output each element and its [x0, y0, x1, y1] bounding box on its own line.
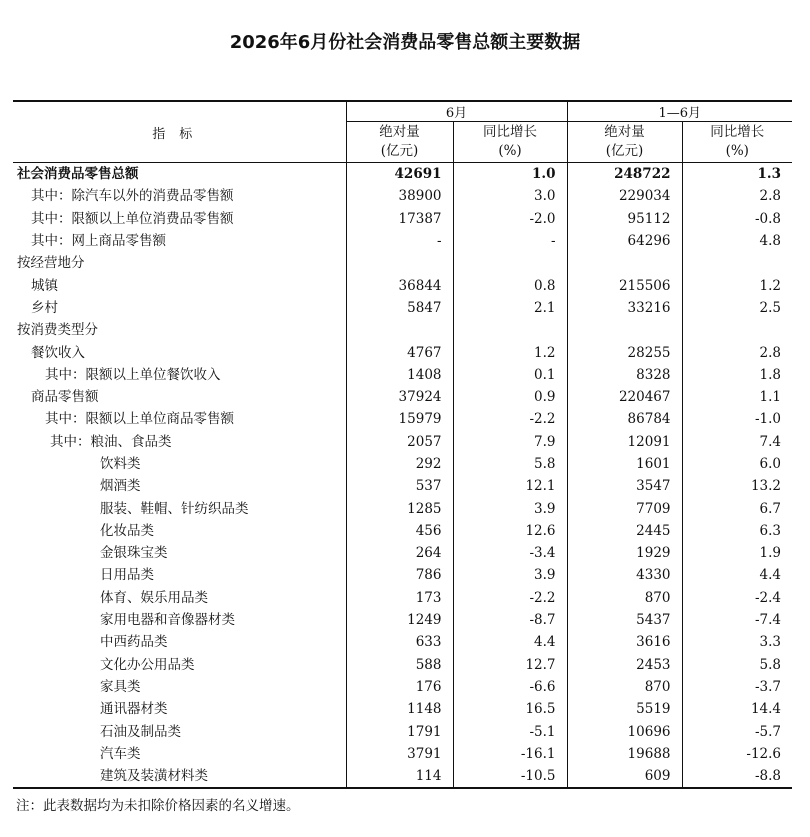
month-yoy-cell: 1.0: [453, 163, 567, 186]
month-yoy-cell: [453, 252, 567, 274]
ytd-yoy-cell: 7.4: [759, 433, 782, 450]
month-abs-cell: 36844: [346, 274, 453, 296]
month-yoy-cell: -2.0: [453, 208, 567, 230]
table-row: [13, 208, 792, 230]
abs-label: 绝对量: [604, 124, 645, 140]
ytd-yoy-cell: 6.3: [759, 522, 782, 539]
ytd-abs-cell: 248722: [567, 163, 682, 186]
table-row: [13, 453, 792, 475]
table-row: [13, 364, 792, 386]
table-row: [13, 587, 792, 609]
month-abs-cell: [346, 319, 453, 341]
ytd-abs-cell: 1929: [567, 542, 682, 564]
month-yoy-cell: 0.8: [453, 274, 567, 296]
indicator-label: 其中：除汽车以外的消费品零售额: [13, 185, 346, 207]
yoy-label: 同比增长: [710, 124, 765, 140]
ytd-yoy-cell: 6.7: [759, 500, 782, 517]
table-row: [13, 297, 792, 319]
indicator-label: 体育、娱乐用品类: [13, 587, 346, 609]
ytd-abs-cell: 28255: [567, 341, 682, 363]
table-header: [13, 101, 792, 163]
month-abs-cell: [346, 252, 453, 274]
ytd-abs-header: [567, 122, 682, 163]
ytd-abs-cell: 2445: [567, 520, 682, 542]
abs-unit: (亿元): [605, 143, 644, 159]
table-row: [13, 386, 792, 408]
indicator-label: 按消费类型分: [13, 319, 346, 341]
ytd-group-header: 1—6月: [567, 101, 792, 122]
month-abs-cell: 633: [346, 631, 453, 653]
month-yoy-cell: 12.7: [453, 654, 567, 676]
indicator-label: 其中：粮油、食品类: [13, 431, 346, 453]
month-abs-cell: -: [346, 230, 453, 252]
month-yoy-cell: 1.2: [453, 341, 567, 363]
ytd-abs-cell: 609: [567, 765, 682, 788]
indicator-label: 餐饮收入: [13, 341, 346, 363]
indicator-label: 化妆品类: [13, 520, 346, 542]
month-yoy-cell: 3.9: [453, 497, 567, 519]
table-row: [13, 163, 792, 186]
ytd-yoy-cell: 4.4: [759, 567, 782, 584]
month-abs-cell: 264: [346, 542, 453, 564]
month-abs-cell: 37924: [346, 386, 453, 408]
month-abs-cell: 456: [346, 520, 453, 542]
table-row: [13, 408, 792, 430]
indicator-label: 服装、鞋帽、针纺织品类: [13, 497, 346, 519]
indicator-label: 其中：限额以上单位餐饮收入: [13, 364, 346, 386]
month-abs-cell: 537: [346, 475, 453, 497]
ytd-abs-cell: 86784: [567, 408, 682, 430]
indicator-label: 社会消费品零售总额: [13, 163, 346, 186]
ytd-abs-cell: 5519: [567, 698, 682, 720]
ytd-yoy-cell: -2.4: [754, 589, 782, 606]
month-yoy-cell: 12.1: [453, 475, 567, 497]
ytd-abs-cell: 33216: [567, 297, 682, 319]
month-abs-cell: 176: [346, 676, 453, 698]
ytd-abs-cell: 95112: [567, 208, 682, 230]
ytd-yoy-cell: 2.5: [759, 299, 782, 316]
month-yoy-cell: 5.8: [453, 453, 567, 475]
month-abs-cell: 1791: [346, 720, 453, 742]
table-row: [13, 631, 792, 653]
month-group-header: 6月: [346, 101, 567, 122]
abs-label: 绝对量: [379, 124, 420, 140]
indicator-label: 饮料类: [13, 453, 346, 475]
month-abs-cell: 1249: [346, 609, 453, 631]
month-abs-cell: 42691: [346, 163, 453, 186]
ytd-yoy-cell: 2.8: [759, 344, 782, 361]
month-yoy-cell: 12.6: [453, 520, 567, 542]
ytd-yoy-cell: 2.8: [759, 188, 782, 205]
ytd-abs-cell: 2453: [567, 654, 682, 676]
indicator-header: 指标: [13, 101, 346, 163]
ytd-yoy-header: [682, 122, 792, 163]
indicator-label: 商品零售额: [13, 386, 346, 408]
indicator-label: 其中：限额以上单位消费品零售额: [13, 208, 346, 230]
ytd-yoy-cell: -5.7: [754, 723, 782, 740]
ytd-abs-cell: 3547: [567, 475, 682, 497]
indicator-label: 金银珠宝类: [13, 542, 346, 564]
ytd-yoy-cell: 5.8: [759, 656, 782, 673]
table-row: [13, 676, 792, 698]
month-abs-cell: 173: [346, 587, 453, 609]
month-abs-cell: 4767: [346, 341, 453, 363]
ytd-abs-cell: 10696: [567, 720, 682, 742]
ytd-yoy-cell: 4.8: [759, 233, 782, 250]
table-row: [13, 230, 792, 252]
ytd-yoy-cell: 1.9: [759, 545, 782, 562]
month-yoy-cell: -3.4: [453, 542, 567, 564]
table-row: [13, 654, 792, 676]
month-yoy-cell: 16.5: [453, 698, 567, 720]
ytd-abs-cell: 19688: [567, 743, 682, 765]
ytd-abs-cell: 220467: [567, 386, 682, 408]
ytd-abs-cell: 5437: [567, 609, 682, 631]
table-row: [13, 497, 792, 519]
ytd-yoy-cell: -8.8: [682, 765, 792, 788]
ytd-abs-cell: 7709: [567, 497, 682, 519]
indicator-label: 烟酒类: [13, 475, 346, 497]
indicator-label: 通讯器材类: [13, 698, 346, 720]
indicator-label: 中西药品类: [13, 631, 346, 653]
month-yoy-cell: 2.1: [453, 297, 567, 319]
indicator-label: 日用品类: [13, 564, 346, 586]
indicator-label: 汽车类: [13, 743, 346, 765]
month-yoy-cell: -6.6: [453, 676, 567, 698]
month-yoy-cell: -8.7: [453, 609, 567, 631]
indicator-label: 石油及制品类: [13, 720, 346, 742]
month-abs-cell: 114: [346, 765, 453, 788]
month-abs-cell: 2057: [346, 431, 453, 453]
ytd-abs-cell: 1601: [567, 453, 682, 475]
ytd-abs-cell: 8328: [567, 364, 682, 386]
ytd-yoy-cell: -7.4: [754, 612, 782, 629]
indicator-label: 乡村: [13, 297, 346, 319]
table-row: [13, 720, 792, 742]
indicator-label: 建筑及装潢材料类: [13, 765, 346, 788]
month-abs-cell: 38900: [346, 185, 453, 207]
month-abs-cell: 3791: [346, 743, 453, 765]
indicator-label: 文化办公用品类: [13, 654, 346, 676]
month-yoy-cell: -2.2: [453, 587, 567, 609]
month-abs-cell: 5847: [346, 297, 453, 319]
ytd-yoy-cell: [682, 252, 792, 274]
ytd-yoy-cell: -0.8: [754, 210, 782, 227]
table-row: [13, 743, 792, 765]
month-yoy-cell: -10.5: [453, 765, 567, 788]
month-abs-cell: 17387: [346, 208, 453, 230]
ytd-yoy-cell: 13.2: [750, 478, 782, 495]
ytd-abs-cell: 12091: [567, 431, 682, 453]
ytd-yoy-cell: -3.7: [754, 678, 782, 695]
ytd-abs-cell: 215506: [567, 274, 682, 296]
month-yoy-cell: 0.9: [453, 386, 567, 408]
month-yoy-cell: -: [453, 230, 567, 252]
table-row: [13, 341, 792, 363]
table-row: [13, 698, 792, 720]
table-row: [13, 564, 792, 586]
month-yoy-cell: -16.1: [453, 743, 567, 765]
ytd-yoy-cell: 1.2: [759, 277, 782, 294]
ytd-abs-cell: 4330: [567, 564, 682, 586]
ytd-abs-cell: 870: [567, 587, 682, 609]
ytd-abs-cell: 64296: [567, 230, 682, 252]
ytd-yoy-cell: [682, 319, 792, 341]
ytd-abs-cell: 870: [567, 676, 682, 698]
month-yoy-cell: 7.9: [453, 431, 567, 453]
ytd-yoy-cell: -1.0: [754, 411, 782, 428]
footnote: 注：此表数据均为未扣除价格因素的名义增速。: [16, 798, 300, 814]
month-yoy-header: [453, 122, 567, 163]
table-row: [13, 274, 792, 296]
table-row: [13, 185, 792, 207]
month-yoy-cell: 3.0: [453, 185, 567, 207]
ytd-abs-cell: 229034: [567, 185, 682, 207]
month-yoy-cell: -2.2: [453, 408, 567, 430]
table-body: [13, 163, 792, 789]
page-title: 2026年6月份社会消费品零售总额主要数据: [229, 32, 581, 53]
ytd-yoy-cell: 1.8: [759, 366, 782, 383]
month-yoy-cell: 3.9: [453, 564, 567, 586]
yoy-label: 同比增长: [483, 124, 537, 140]
month-abs-cell: 786: [346, 564, 453, 586]
month-abs-cell: 588: [346, 654, 453, 676]
month-yoy-cell: 0.1: [453, 364, 567, 386]
indicator-label: 其中：限额以上单位商品零售额: [13, 408, 346, 430]
table-row: [13, 542, 792, 564]
month-abs-cell: 15979: [346, 408, 453, 430]
ytd-yoy-cell: 1.3: [757, 166, 782, 183]
table-row: [13, 765, 792, 788]
indicator-label: 其中：网上商品零售额: [13, 230, 346, 252]
indicator-label: 家用电器和音像器材类: [13, 609, 346, 631]
month-abs-cell: 1408: [346, 364, 453, 386]
ytd-yoy-cell: 1.1: [759, 389, 782, 406]
table-row: [13, 609, 792, 631]
indicator-label: 按经营地分: [13, 252, 346, 274]
ytd-yoy-cell: -12.6: [746, 745, 782, 762]
yoy-unit: (%): [498, 143, 522, 159]
month-yoy-cell: [453, 319, 567, 341]
table-row: [13, 475, 792, 497]
table-row: [13, 319, 792, 341]
ytd-yoy-cell: 14.4: [750, 701, 782, 718]
yoy-unit: (%): [725, 143, 749, 159]
month-abs-cell: 1285: [346, 497, 453, 519]
ytd-abs-cell: [567, 319, 682, 341]
retail-sales-table: [13, 100, 792, 789]
abs-unit: (亿元): [380, 143, 419, 159]
table-row: [13, 431, 792, 453]
ytd-yoy-cell: 6.0: [759, 456, 782, 472]
month-abs-header: [346, 122, 453, 163]
month-yoy-cell: -5.1: [453, 720, 567, 742]
ytd-abs-cell: 3616: [567, 631, 682, 653]
month-abs-cell: 1148: [346, 698, 453, 720]
indicator-label: 城镇: [13, 274, 346, 296]
table-row: [13, 520, 792, 542]
month-abs-cell: 292: [346, 453, 453, 475]
ytd-yoy-cell: 3.3: [759, 634, 782, 651]
indicator-label: 家具类: [13, 676, 346, 698]
ytd-abs-cell: [567, 252, 682, 274]
month-yoy-cell: 4.4: [453, 631, 567, 653]
table-row: [13, 252, 792, 274]
